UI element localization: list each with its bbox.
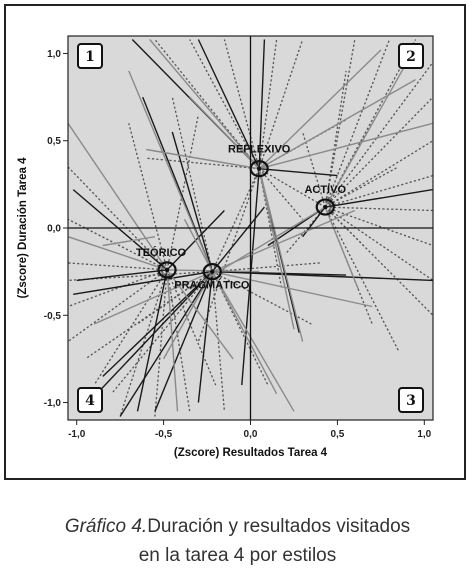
quadrant-label: 3 bbox=[406, 393, 416, 409]
quadrant-label: 2 bbox=[406, 49, 416, 65]
y-tick-label: 1,0 bbox=[47, 48, 61, 60]
x-tick-label: -1,0 bbox=[68, 429, 86, 440]
y-tick-label: -1,0 bbox=[43, 398, 61, 410]
x-tick-label: 1,0 bbox=[417, 429, 432, 440]
centroid-dot bbox=[257, 166, 261, 170]
scatter-chart bbox=[4, 4, 466, 480]
y-tick-label: 0,0 bbox=[47, 223, 61, 235]
quadrant-label: 1 bbox=[85, 49, 95, 65]
caption-line-1 bbox=[0, 512, 475, 541]
x-tick-label: -0,5 bbox=[154, 429, 173, 440]
centroid-dot bbox=[165, 268, 169, 272]
caption-text-1: Duración y resultados visitados bbox=[147, 516, 411, 537]
centroid-dot bbox=[323, 205, 327, 209]
y-tick-label: -0,5 bbox=[43, 310, 61, 322]
centroid-dot bbox=[210, 269, 214, 273]
centroid-label: REFLEXIVO bbox=[228, 143, 291, 156]
caption-label: Gráfico 4. bbox=[64, 516, 148, 537]
y-axis-title: (Zscore) Duración Tarea 4 bbox=[17, 157, 29, 299]
x-tick-label: 0,0 bbox=[243, 429, 258, 440]
centroid-label: PRAGMÁTICO bbox=[174, 279, 250, 292]
x-tick-label: 0,5 bbox=[330, 429, 345, 440]
quadrant-label: 4 bbox=[85, 393, 95, 409]
x-axis-title: (Zscore) Resultados Tarea 4 bbox=[173, 447, 328, 459]
figure-caption bbox=[0, 512, 475, 570]
centroid-label: ACTIVO bbox=[304, 184, 347, 197]
caption-line-2: en la tarea 4 por estilos bbox=[138, 545, 337, 566]
centroid-label: TEÓRICO bbox=[136, 246, 187, 259]
y-tick-label: 0,5 bbox=[47, 136, 61, 148]
